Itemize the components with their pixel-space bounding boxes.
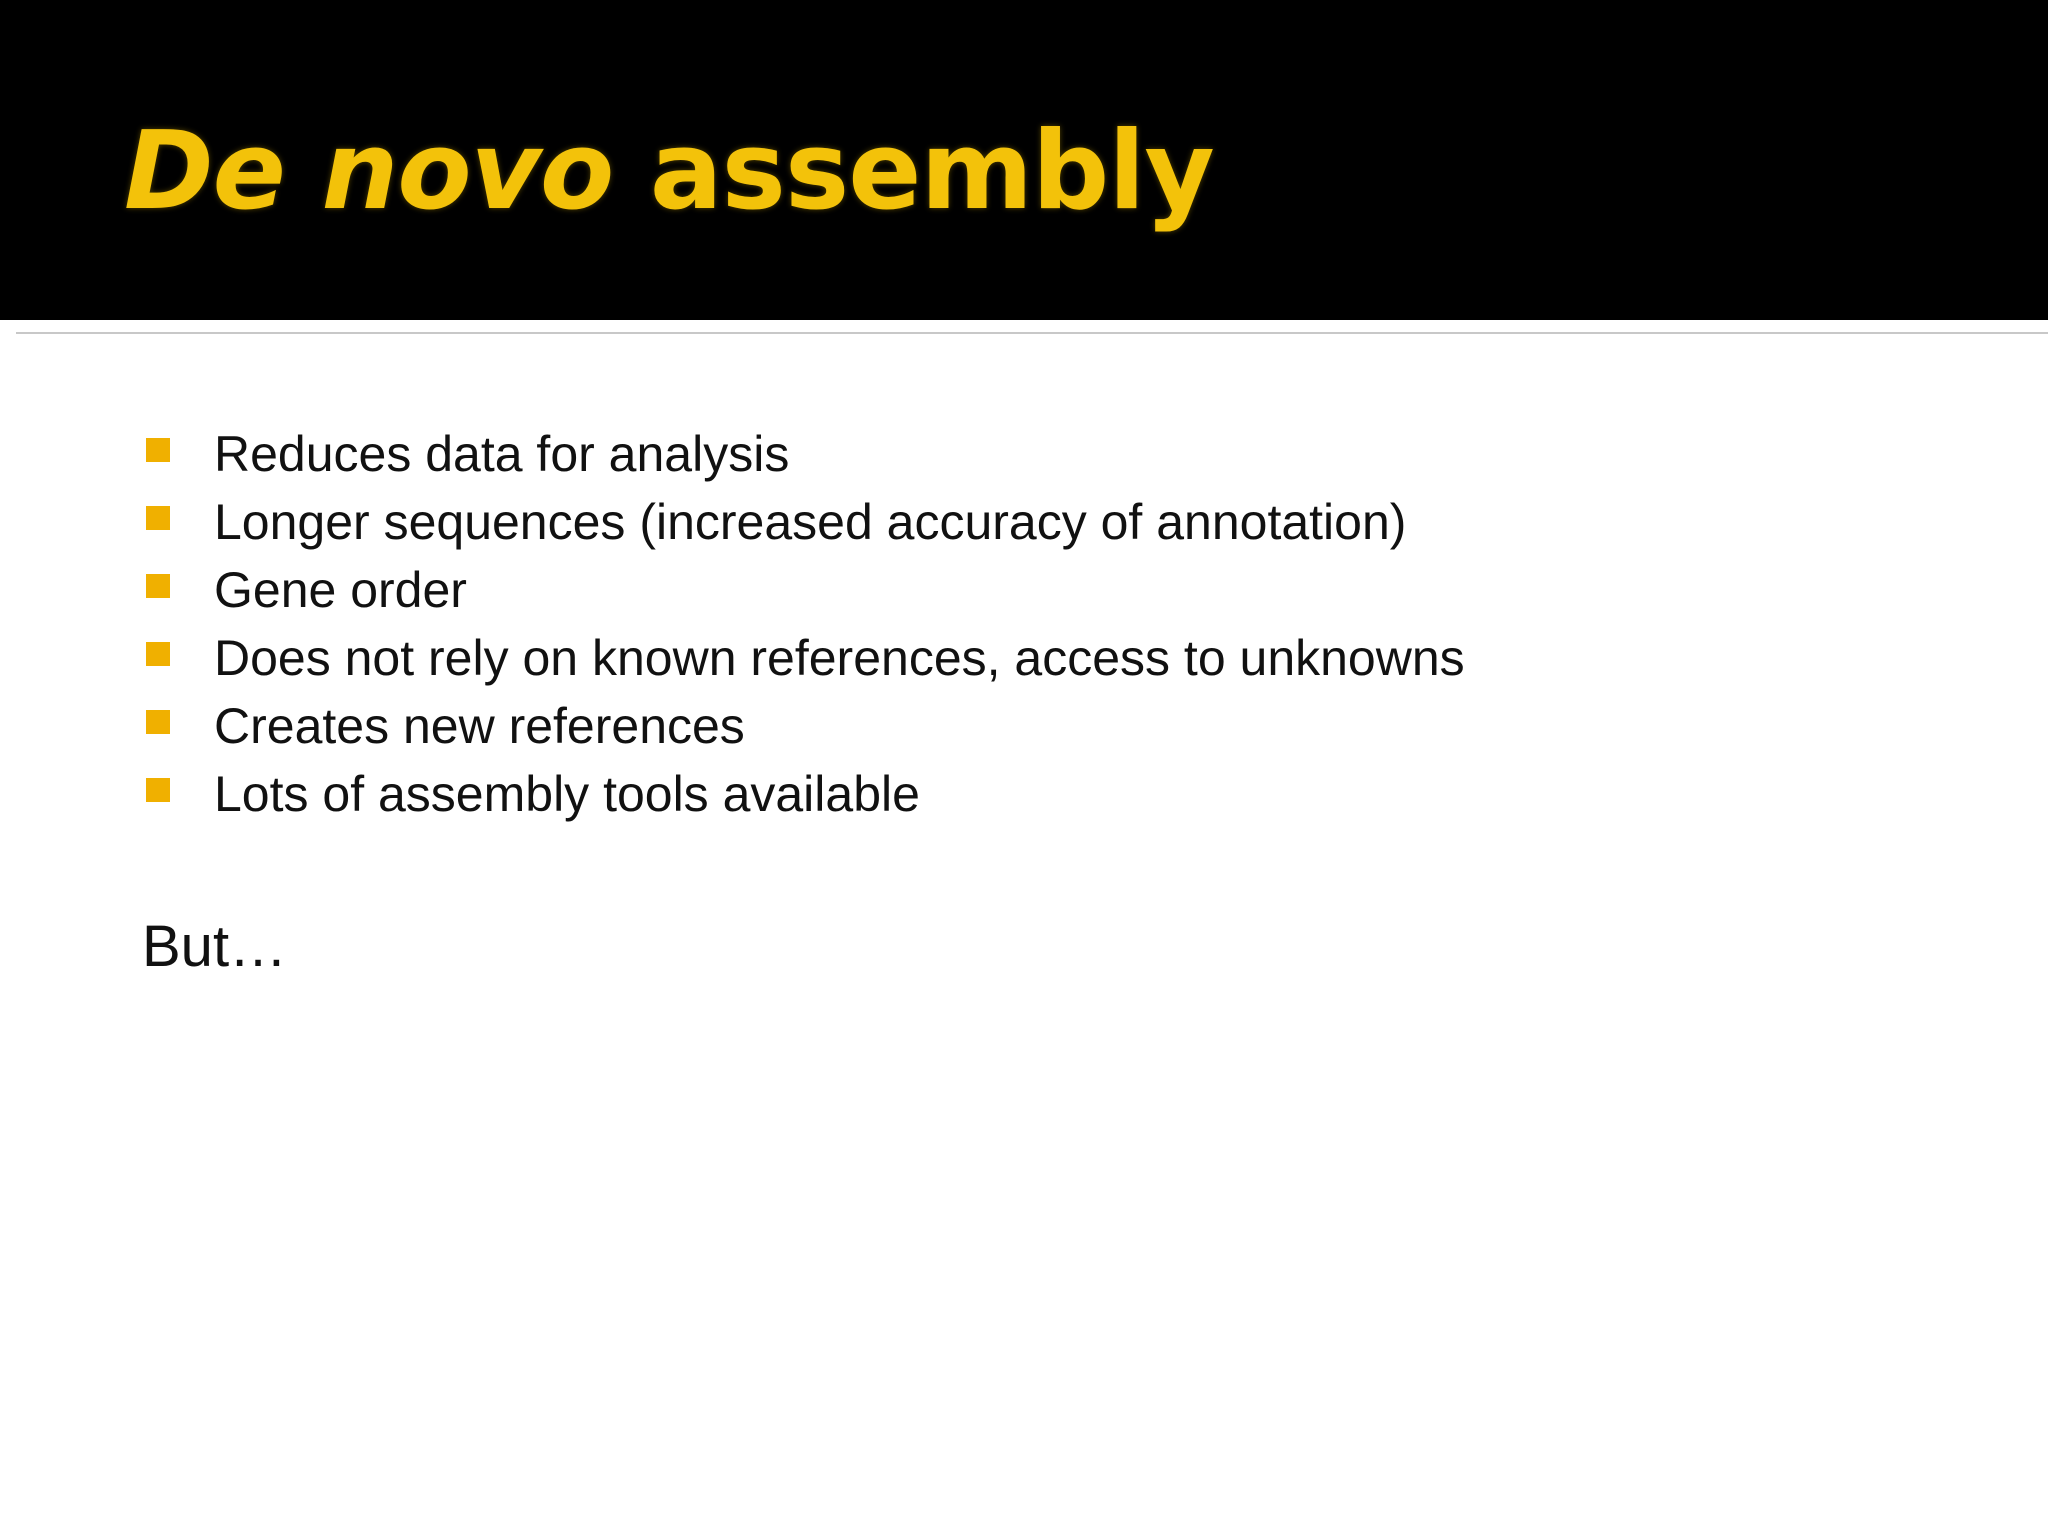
but-text: But… — [142, 914, 288, 979]
bullet-text: Does not rely on known references, access to unknowns — [214, 630, 1465, 686]
bullet-item — [144, 488, 1465, 556]
slide-title-italic: De novo — [124, 109, 614, 234]
bullet-item — [144, 760, 1465, 828]
square-bullet-icon — [146, 506, 170, 530]
bullet-list — [144, 420, 1465, 828]
slide-title-rest: assembly — [649, 109, 1214, 234]
bullet-item — [144, 420, 1465, 488]
bullet-item — [144, 556, 1465, 624]
title-divider — [16, 332, 2048, 334]
square-bullet-icon — [146, 778, 170, 802]
bullet-item — [144, 624, 1465, 692]
title-bar — [0, 0, 2048, 320]
slide-title — [124, 109, 1214, 234]
bullet-text: Longer sequences (increased accuracy of annotation) — [214, 494, 1407, 550]
square-bullet-icon — [146, 642, 170, 666]
square-bullet-icon — [146, 438, 170, 462]
bullet-item — [144, 692, 1465, 760]
bullet-text: Gene order — [214, 562, 467, 618]
square-bullet-icon — [146, 574, 170, 598]
bullet-text: Creates new references — [214, 698, 745, 754]
square-bullet-icon — [146, 710, 170, 734]
bullet-text: Reduces data for analysis — [214, 426, 790, 482]
bullet-text: Lots of assembly tools available — [214, 766, 920, 822]
